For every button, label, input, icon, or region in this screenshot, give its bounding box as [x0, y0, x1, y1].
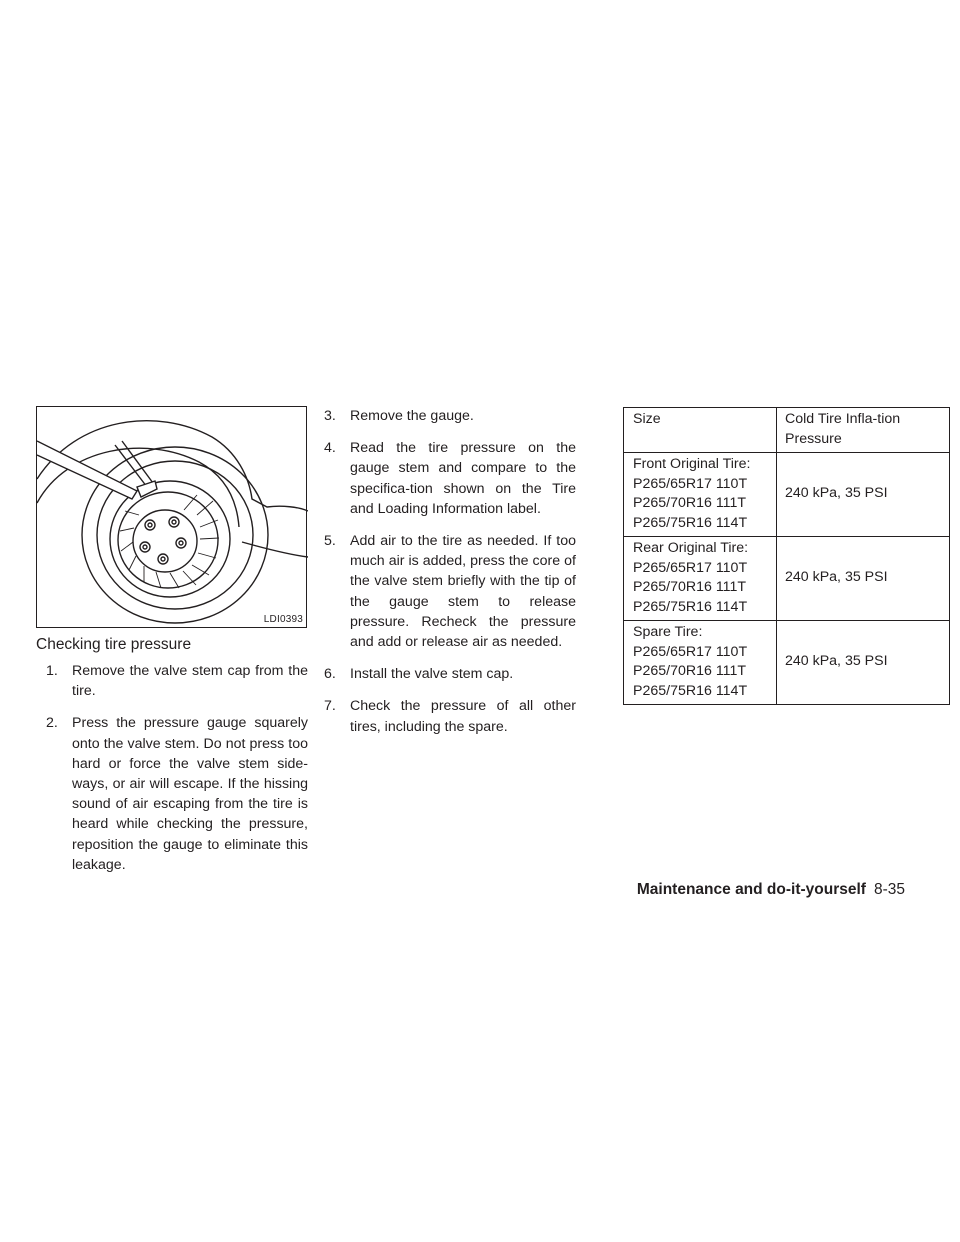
step-text: Install the valve stem cap. — [350, 666, 514, 683]
tire-size: P265/65R17 110T — [633, 475, 748, 492]
column-header-pressure: Cold Tire Infla-tion Pressure — [777, 408, 950, 453]
step-text: Remove the valve stem cap from the tire. — [72, 663, 308, 700]
tire-size: P265/75R16 114T — [633, 598, 748, 615]
list-item — [324, 406, 576, 426]
list-item — [324, 531, 576, 652]
list-item — [46, 661, 308, 701]
footer-section-title: Maintenance and do-it-yourself — [636, 881, 866, 898]
steps-list-left — [46, 661, 308, 887]
step-number: 1. — [46, 663, 58, 679]
figure-id-label: LDI0393 — [263, 614, 303, 625]
list-item — [324, 696, 576, 736]
step-number: 4. — [324, 440, 336, 457]
steps-list-right — [324, 406, 576, 749]
tire-pressure-figure — [36, 406, 307, 628]
tire-size: P265/70R16 111T — [633, 495, 747, 511]
row-label: Spare Tire: — [633, 624, 703, 640]
step-number: 6. — [324, 666, 336, 683]
tire-gauge-illustration — [37, 407, 308, 629]
page-number: 8-35 — [873, 881, 905, 898]
page-footer — [637, 881, 905, 899]
list-item — [324, 664, 576, 684]
step-number: 3. — [324, 408, 336, 424]
tire-size: P265/65R17 110T — [633, 559, 748, 576]
table-row — [624, 537, 950, 621]
step-number: 5. — [324, 533, 336, 550]
table-header-row — [624, 408, 950, 453]
tire-pressure-table — [623, 407, 950, 705]
section-title: Checking tire pressure — [36, 636, 192, 653]
pressure-cell: 240 kPa, 35 PSI — [777, 537, 950, 621]
step-text: Read the tire pressure on the gauge stem and compare to the specifica-tion shown on the Tire and Loading Information label. — [350, 440, 576, 517]
step-number: 2. — [46, 715, 58, 732]
list-item — [324, 438, 576, 519]
step-text: Press the pressure gauge squarely onto the valve stem. Do not press too hard or force the valve stem side-ways, or air will escape. If the hissing sound of air escaping from the tire is heard while checking the pressure, reposition the gauge to eliminate this leakage. — [72, 715, 308, 873]
table-row — [624, 453, 950, 537]
pressure-cell: 240 kPa, 35 PSI — [777, 453, 950, 537]
size-cell — [624, 453, 777, 537]
table-row — [624, 621, 950, 705]
size-cell — [624, 537, 777, 621]
step-text: Remove the gauge. — [350, 408, 474, 424]
step-text: Check the pressure of all other tires, including the spare. — [350, 698, 576, 735]
tire-size: P265/75R16 114T — [633, 682, 748, 699]
tire-size: P265/65R17 110T — [633, 643, 748, 660]
tire-size: P265/70R16 111T — [633, 579, 747, 595]
tire-size: P265/75R16 114T — [633, 514, 748, 531]
row-label: Front Original Tire: — [633, 456, 751, 472]
list-item — [46, 713, 308, 875]
pressure-cell: 240 kPa, 35 PSI — [777, 621, 950, 705]
size-cell — [624, 621, 777, 705]
step-text: Add air to the tire as needed. If too much air is added, press the core of the valve stem briefly with the tip of the gauge stem to release pressure. Recheck the pressure and add or release air as needed. — [350, 533, 576, 651]
row-label: Rear Original Tire: — [633, 540, 749, 556]
column-header-size: Size — [624, 408, 777, 453]
step-number: 7. — [324, 698, 336, 715]
tire-size: P265/70R16 111T — [633, 663, 747, 679]
